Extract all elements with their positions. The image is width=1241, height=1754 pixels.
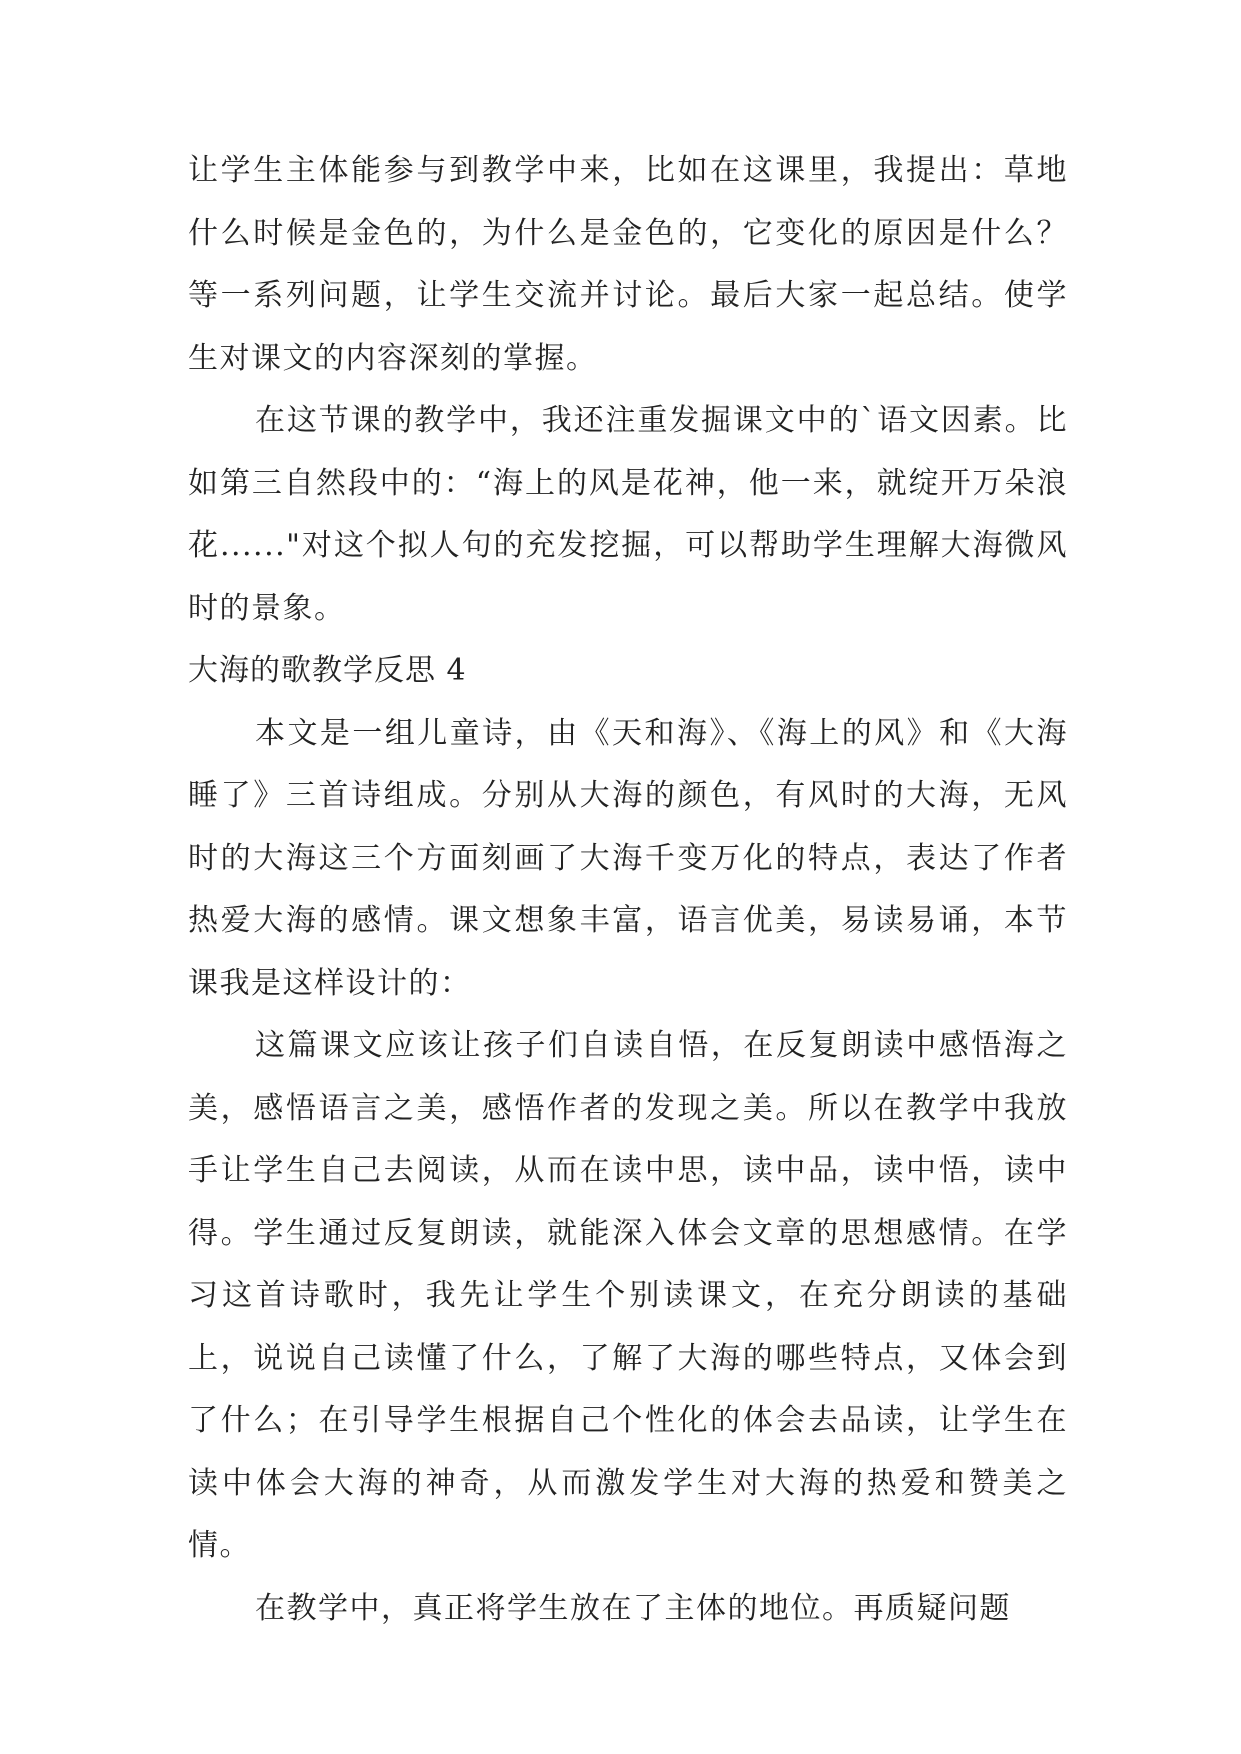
- paragraph-poem-intro: 本文是一组儿童诗，由《天和海》、《海上的风》和《大海睡了》三首诗组成。分别从大海的颜色，有风时的大海，无风时的大海这三个方面刻画了大海千变万化的特点，表达了作者热爱大海的感情。课文想象丰富，语言优美，易读易诵，本节课我是这样设计的：: [188, 715, 1068, 1001]
- paragraph-student-subject: 在教学中，真正将学生放在了主体的地位。再质疑问题: [255, 1590, 1011, 1626]
- paragraph-language-elements: 在这节课的教学中，我还注重发掘课文中的`语文因素。比如第三自然段中的：“海上的风是花神，他一来，就绽开万朵浪花......"对这个拟人句的充发挖掘，可以帮助学生理解大海微风时的景象。: [188, 403, 1068, 626]
- section-heading: 大海的歌教学反思 4: [188, 653, 467, 688]
- document-body: [188, 140, 1068, 1640]
- paragraph-continuation: 让学生主体能参与到教学中来，比如在这课里，我提出：草地什么时候是金色的，为什么是金色的，它变化的原因是什么？等一系列问题，让学生交流并讨论。最后大家一起总结。使学生对课文的内容深刻的掌握。: [188, 153, 1068, 376]
- paragraph-reading-method: 这篇课文应该让孩子们自读自悟，在反复朗读中感悟海之美，感悟语言之美，感悟作者的发现之美。所以在教学中我放手让学生自己去阅读，从而在读中思，读中品，读中悟，读中得。学生通过反复朗读，就能深入体会文章的思想感情。在学习这首诗歌时，我先让学生个别读课文，在充分朗读的基础上，说说自己读懂了什么，了解了大海的哪些特点，又体会到了什么；在引导学生根据自己个性化的体会去品读，让学生在读中体会大海的神奇，从而激发学生对大海的热爱和赞美之情。: [188, 1028, 1068, 1563]
